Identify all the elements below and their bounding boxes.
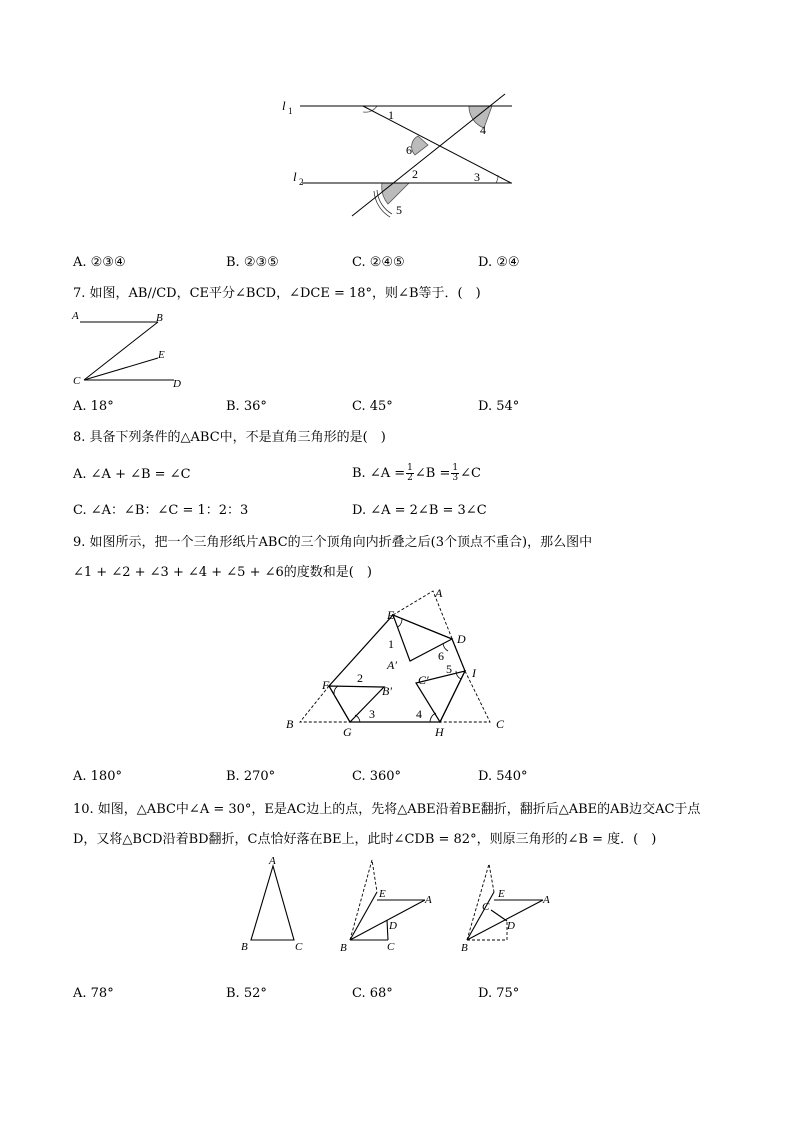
q10-figure-first-fold bbox=[335, 852, 440, 957]
label-b-prime: B′ bbox=[382, 684, 392, 698]
q10-stem-line1: 10. 如图，△ABC中∠A = 30°，E是AC边上的点，先将△ABE沿着BE翻折，翻折后△ABE的AB边交AC于点 bbox=[73, 802, 701, 817]
hexagon-efghid bbox=[329, 615, 465, 722]
label-angle-3: 3 bbox=[474, 170, 480, 184]
fraction-third: $\frac{1}{3}$ bbox=[452, 463, 459, 483]
label-b: B bbox=[286, 717, 294, 731]
q10-option-d[interactable]: D. 75° bbox=[478, 986, 520, 1001]
label-d: D bbox=[457, 632, 466, 646]
label-a: A bbox=[543, 894, 550, 906]
q7-figure bbox=[70, 308, 190, 390]
label-l1-sub: 1 bbox=[288, 106, 293, 116]
q6-option-c[interactable]: C. ②④⑤ bbox=[352, 255, 405, 270]
q9-option-c[interactable]: C. 360° bbox=[352, 769, 402, 784]
triangle-abc bbox=[251, 866, 294, 940]
q8-option-b[interactable] bbox=[352, 463, 481, 485]
label-c: C bbox=[295, 941, 303, 953]
label-d: D bbox=[389, 920, 397, 932]
segment-cd bbox=[387, 920, 388, 940]
label-l2: l bbox=[293, 169, 297, 184]
fraction-half: $\frac{1}{2}$ bbox=[407, 463, 413, 483]
q9-stem-line1: 9. 如图所示，把一个三角形纸片ABC的三个顶角向内折叠之后(3个顶点不重合)，那么图中 bbox=[73, 535, 593, 550]
dashed-original-ab bbox=[467, 864, 494, 940]
q6-option-a[interactable]: A. ②③④ bbox=[73, 255, 126, 270]
label-num-5: 5 bbox=[446, 662, 452, 676]
label-i: I bbox=[472, 666, 476, 680]
q9-option-d[interactable]: D. 540° bbox=[478, 769, 528, 784]
q7-option-b[interactable]: B. 36° bbox=[226, 399, 267, 414]
label-h: H bbox=[435, 725, 444, 739]
arc-angle-2 bbox=[334, 686, 338, 694]
label-a-prime: A′ bbox=[387, 658, 397, 672]
label-e: E bbox=[158, 349, 165, 361]
label-c: C bbox=[496, 717, 505, 731]
label-c: C bbox=[482, 901, 490, 913]
q9-option-a[interactable]: A. 180° bbox=[73, 769, 122, 784]
label-e: E bbox=[498, 888, 505, 900]
q10-option-b[interactable]: B. 52° bbox=[226, 986, 267, 1001]
q7-option-d[interactable]: D. 54° bbox=[478, 399, 520, 414]
label-e: E bbox=[387, 608, 395, 622]
label-d: D bbox=[173, 378, 181, 390]
q8-option-b-suffix: ∠C bbox=[460, 466, 481, 481]
parallel-lines-figure bbox=[270, 90, 530, 225]
label-e: E bbox=[379, 888, 386, 900]
label-num-4: 4 bbox=[416, 707, 422, 721]
q8-option-b-mid: ∠B = bbox=[414, 466, 451, 481]
segment-cb bbox=[84, 322, 158, 380]
label-a: A bbox=[72, 310, 79, 322]
label-g: G bbox=[343, 725, 352, 739]
label-b: B bbox=[461, 942, 468, 954]
q6-option-d[interactable]: D. ②④ bbox=[478, 255, 520, 270]
label-num-3: 3 bbox=[369, 707, 375, 721]
label-num-2: 2 bbox=[357, 671, 363, 685]
label-b: B bbox=[156, 312, 163, 324]
q7-stem: 7. 如图，AB//CD，CE平分∠BCD，∠DCE = 18°，则∠B等于．( ) bbox=[73, 286, 481, 301]
label-a: A bbox=[269, 855, 276, 867]
label-a: A bbox=[425, 894, 432, 906]
label-num-6: 6 bbox=[438, 649, 444, 663]
q10-option-a[interactable]: A. 78° bbox=[73, 986, 114, 1001]
q10-stem-line2: D，又将△BCD沿着BD翻折，C点恰好落在BE上，此时∠CDB = 82°，则原三角形的∠B = 度．( ) bbox=[73, 832, 657, 847]
q8-stem: 8. 具备下列条件的△ABC中，不是直角三角形的是( ) bbox=[73, 430, 386, 445]
label-f: F bbox=[322, 678, 330, 692]
label-a: A bbox=[435, 586, 443, 600]
angle-5-shade bbox=[382, 183, 409, 204]
segment-cd bbox=[491, 910, 507, 921]
label-angle-4: 4 bbox=[480, 123, 486, 137]
q7-option-a[interactable]: A. 18° bbox=[73, 399, 114, 414]
dashed-corner-a bbox=[393, 591, 465, 671]
segment-ce bbox=[84, 358, 158, 380]
q10-figure-second-fold bbox=[455, 852, 560, 957]
q10-option-c[interactable]: C. 68° bbox=[352, 986, 393, 1001]
q9-stem-line2: ∠1 + ∠2 + ∠3 + ∠4 + ∠5 + ∠6的度数和是( ) bbox=[73, 565, 372, 580]
label-angle-1: 1 bbox=[388, 108, 394, 122]
q8-option-a[interactable]: A. ∠A + ∠B = ∠C bbox=[73, 467, 191, 482]
q7-option-c[interactable]: C. 45° bbox=[352, 399, 393, 414]
flap-b bbox=[329, 686, 384, 722]
label-b: B bbox=[241, 941, 248, 953]
q10-figure-original bbox=[237, 852, 312, 957]
label-l1: l bbox=[282, 98, 286, 113]
dashed-corner-c bbox=[440, 671, 490, 722]
arc-angle-1 bbox=[398, 619, 402, 627]
label-angle-6: 6 bbox=[406, 143, 412, 157]
q9-folded-triangle-figure bbox=[280, 585, 520, 740]
q8-option-b-prefix: B. ∠A = bbox=[352, 466, 406, 481]
q8-option-c[interactable]: C. ∠A：∠B：∠C = 1：2：3 bbox=[73, 503, 249, 518]
label-angle-2: 2 bbox=[412, 167, 418, 181]
label-num-1: 1 bbox=[388, 637, 394, 651]
label-b: B bbox=[340, 942, 347, 954]
label-l2-sub: 2 bbox=[299, 177, 304, 187]
label-angle-5: 5 bbox=[396, 203, 402, 217]
transversal-2 bbox=[363, 106, 511, 183]
label-c-prime: C′ bbox=[418, 673, 429, 687]
label-c: C bbox=[73, 375, 81, 387]
label-d: D bbox=[507, 920, 515, 932]
q8-option-d[interactable]: D. ∠A = 2∠B = 3∠C bbox=[352, 503, 487, 518]
label-c: C bbox=[387, 941, 395, 953]
q9-option-b[interactable]: B. 270° bbox=[226, 769, 276, 784]
q6-option-b[interactable]: B. ②③⑤ bbox=[226, 255, 279, 270]
